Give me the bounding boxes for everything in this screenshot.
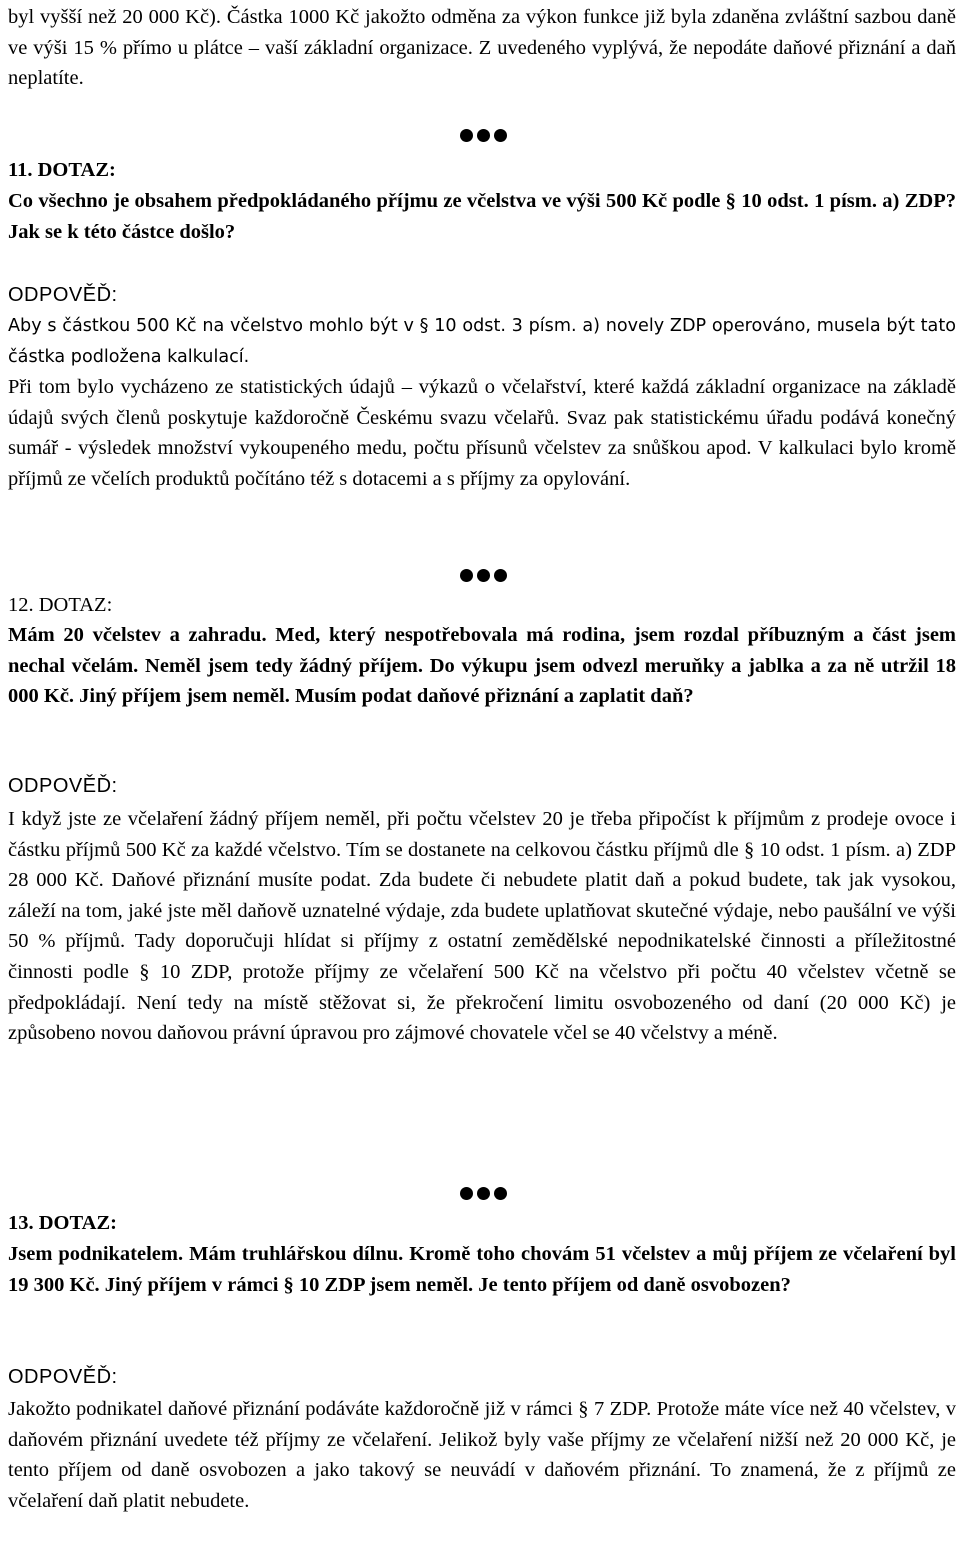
- q12-answer: I když jste ze včelaření žádný příjem neměl, při počtu včelstev 20 je třeba připočíst k příjmům z prodeje ovoce i částku příjmů 500 Kč za každé včelstvo. Tím se dostanete na celkovou částku příjmů dle § 10 odst. 1 písm. a) ZDP 28 000 Kč. Daňové přiznání musíte podat. Zda budete či nebudete platit daň a pokud budete, tak jak vysokou, záleží na tom, jaké jste měl daňově uznatelné výdaje, zda budete uplatňovat skutečné výdaje, nebo paušální ve výši 50 % příjmů. Tady doporučuji hlídat si příjmy z ostatní zemědělské nepodnikatelské činnosti a příležitostné činnosti podle § 10 ZDP, protože příjmy ze včelaření 500 Kč na včelstvo při počtu 40 včelstev včetně se předpokládají. Není tedy na místě stěžovat si, že překročení limitu osvobozeného od daní (20 000 Kč) je způsobeno novou daňovou právní úpravou pro zájmové chovatele včel se 40 včelstvy a méně.: [8, 808, 956, 1045]
- three-dots-separator-icon: [460, 568, 510, 582]
- q13-answer-label: ODPOVĚĎ:: [8, 1366, 118, 1388]
- q12-answer-label: ODPOVĚĎ:: [8, 775, 118, 797]
- q13-label: 13. DOTAZ:: [8, 1212, 117, 1234]
- three-dots-separator-icon: [460, 128, 510, 142]
- q12-label: 12. DOTAZ:: [8, 594, 113, 616]
- dot-icon: [494, 569, 507, 582]
- dot-icon: [460, 1187, 473, 1200]
- dot-icon: [460, 129, 473, 142]
- intro-paragraph: byl vyšší než 20 000 Kč). Částka 1000 Kč jakožto odměna za výkon funkce již byla zdaněna zvláštní sazbou daně ve výši 15 % přímo u plátce – vaší základní organizace. Z uvedeného vyplývá, že nepodáte daňové přiznání a daň neplatíte.: [8, 6, 956, 90]
- q11-answer-rest: Při tom bylo vycházeno ze statistických údajů – výkazů o včelařství, které každá základní organizace na základě údajů svých členů poskytuje každoročně Českému svazu včelařů. Svaz pak statistickému úřadu podává konečný sumář - výsledek množství vykoupeného medu, počtu přísunů včelstev za snůškou apod. V kalkulaci bylo kromě příjmů ze včelích produktů počítáno též s dotacemi a s příjmy za opylování.: [8, 376, 956, 490]
- dot-icon: [494, 1187, 507, 1200]
- q13-answer: Jakožto podnikatel daňové přiznání podáváte každoročně již v rámci § 7 ZDP. Protože máte více než 40 včelstev, v daňovém přiznání uvedete též příjmy ze včelaření. Jelikož byly vaše příjmy ze včelaření nižší než 20 000 Kč, je tento příjem od daně osvobozen a jako takový se neuvádí v daňovém přiznání. To znamená, že z příjmů ze včelaření daň platit nebudete.: [8, 1398, 956, 1512]
- q12-question: Mám 20 včelstev a zahradu. Med, který nespotřebovala má rodina, jsem rozdal příbuzným a část jsem nechal včelám. Neměl jsem tedy žádný příjem. Do výkupu jsem odvezl meruňky a jablka a za ně utržil 18 000 Kč. Jiný příjem jsem neměl. Musím podat daňové přiznání a zaplatit daň?: [8, 624, 956, 708]
- three-dots-separator-icon: [460, 1186, 510, 1200]
- dot-icon: [494, 129, 507, 142]
- q11-question: Co všechno je obsahem předpokládaného příjmu ze včelstva ve výši 500 Kč podle § 10 odst. 1 písm. a) ZDP? Jak se k této částce došlo?: [8, 190, 956, 243]
- q11-answer-label: ODPOVĚĎ:: [8, 284, 118, 306]
- dot-icon: [477, 1187, 490, 1200]
- q13-question: Jsem podnikatelem. Mám truhlářskou dílnu. Kromě toho chovám 51 včelstev a můj příjem ze včelaření byl 19 300 Kč. Jiný příjem v rámci § 10 ZDP jsem neměl. Je tento příjem od daně osvobozen?: [8, 1243, 956, 1296]
- dot-icon: [477, 569, 490, 582]
- dot-icon: [477, 129, 490, 142]
- q11-answer-intro: Aby s částkou 500 Kč na včelstvo mohlo být v § 10 odst. 3 písm. a) novely ZDP operováno, musela být tato částka podložena kalkulací.: [8, 316, 956, 367]
- q11-label: 11. DOTAZ:: [8, 159, 116, 181]
- dot-icon: [460, 569, 473, 582]
